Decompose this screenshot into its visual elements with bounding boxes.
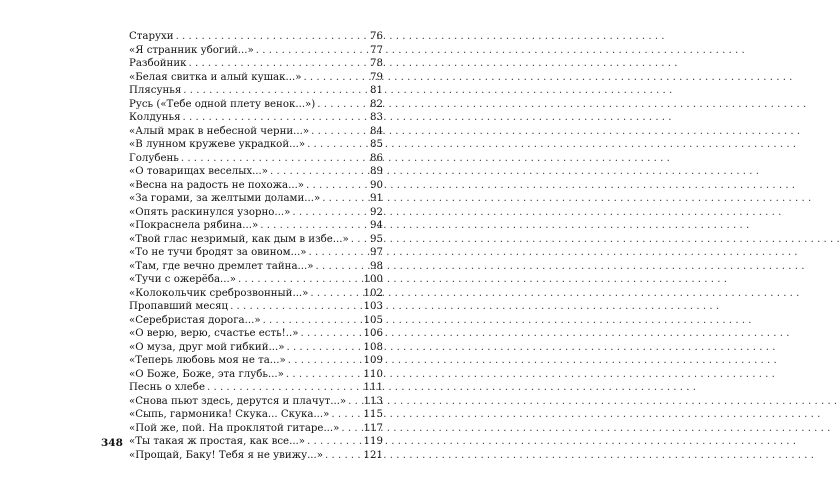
toc-entry-title: «О муза, друг мой гибкий...» bbox=[129, 341, 285, 353]
toc-entry bbox=[129, 111, 383, 125]
toc-entry-page: 76 bbox=[370, 31, 383, 42]
toc-entry-page: 119 bbox=[363, 436, 383, 447]
toc-entry-page: 89 bbox=[370, 166, 383, 177]
dot-leader bbox=[286, 341, 361, 355]
toc-entry bbox=[129, 152, 383, 166]
toc-entry-title: Старухи bbox=[129, 31, 174, 42]
toc-entry-page: 81 bbox=[370, 85, 383, 96]
toc-entry-title: «Теперь любовь моя не та...» bbox=[129, 355, 286, 366]
dot-leader bbox=[230, 300, 361, 314]
toc-entry bbox=[129, 57, 383, 71]
toc-entry-title: «Покраснела рябина...» bbox=[129, 220, 259, 231]
toc-entry bbox=[129, 287, 383, 301]
toc-entry-title: «О товарищах веселых...» bbox=[129, 166, 269, 177]
dot-leader bbox=[270, 165, 365, 179]
toc-entry-title: «Алый мрак в небесной черни...» bbox=[129, 125, 310, 137]
toc-entry-page: 95 bbox=[370, 233, 383, 245]
dot-leader bbox=[300, 327, 361, 341]
dot-leader bbox=[311, 125, 365, 139]
toc-entry-page: 86 bbox=[370, 152, 383, 164]
toc-entry bbox=[129, 44, 383, 58]
toc-entry-page: 97 bbox=[370, 247, 383, 258]
toc-entry-title: Голубень bbox=[129, 152, 179, 164]
toc-entry bbox=[129, 395, 383, 409]
toc-entry bbox=[129, 422, 383, 436]
toc-entry-page: 78 bbox=[370, 58, 383, 69]
toc-entry-page: 106 bbox=[363, 328, 383, 339]
toc-entry-page: 111 bbox=[363, 382, 383, 393]
toc-entry-title: «Колокольчик среброзвонный...» bbox=[129, 287, 309, 299]
toc-entry-title: «Сыпь, гармоника! Скука... Скука...» bbox=[129, 409, 330, 420]
toc-entry-page: 77 bbox=[370, 44, 383, 56]
dot-leader bbox=[238, 273, 362, 287]
toc-entry-title: «Опять раскинулся узорно...» bbox=[129, 206, 291, 218]
toc-entry bbox=[129, 273, 383, 287]
toc-entry bbox=[129, 179, 383, 193]
toc-entry bbox=[129, 300, 383, 314]
toc-entry-page: 115 bbox=[363, 409, 383, 420]
toc-entry-title: «Я странник убогий...» bbox=[129, 44, 254, 56]
dot-leader bbox=[309, 246, 365, 260]
toc-entry-title: Разбойник bbox=[129, 58, 187, 69]
toc-entry-title: «В лунном кружеве украдкой...» bbox=[129, 139, 306, 150]
toc-entry bbox=[129, 98, 383, 112]
toc-entry-page: 102 bbox=[363, 287, 383, 299]
toc-entry-page: 105 bbox=[363, 314, 383, 326]
toc-entry-page: 103 bbox=[363, 301, 383, 312]
toc-entry-page: 82 bbox=[370, 98, 383, 110]
dot-leader bbox=[286, 368, 362, 382]
toc-entry-title: «Серебристая дорога...» bbox=[129, 314, 261, 326]
toc-entry-page: 108 bbox=[363, 341, 383, 353]
dot-leader bbox=[325, 449, 362, 463]
toc-entry bbox=[129, 219, 383, 233]
toc-entry bbox=[129, 314, 383, 328]
toc-entry-page: 113 bbox=[363, 395, 383, 407]
toc-entry bbox=[129, 327, 383, 341]
dot-leader bbox=[307, 435, 362, 449]
toc-entry-title: Русь («Тебе одной плету венок...») bbox=[129, 98, 316, 110]
toc-entry bbox=[129, 449, 383, 463]
toc-entry-page: 100 bbox=[363, 274, 383, 285]
toc-entry-title: «Там, где вечно дремлет тайна...» bbox=[129, 260, 314, 272]
toc-entry-title: «За горами, за желтыми долами...» bbox=[129, 193, 321, 204]
toc-entry-title: «О верю, верю, счастье есть!..» bbox=[129, 328, 299, 339]
toc-entry-page: 79 bbox=[370, 71, 383, 83]
toc-entry bbox=[129, 435, 383, 449]
dot-leader bbox=[292, 206, 365, 220]
toc-entry-page: 110 bbox=[363, 368, 383, 380]
toc-entry bbox=[129, 192, 383, 206]
dot-leader bbox=[307, 138, 365, 152]
table-of-contents bbox=[129, 30, 383, 462]
toc-entry-page: 117 bbox=[363, 422, 383, 434]
toc-entry-page: 121 bbox=[363, 449, 383, 461]
toc-entry-title: «О Боже, Боже, эта глубь...» bbox=[129, 368, 284, 380]
toc-entry-page: 85 bbox=[370, 139, 383, 150]
dot-leader bbox=[303, 71, 365, 85]
toc-entry bbox=[129, 381, 383, 395]
toc-entry bbox=[129, 260, 383, 274]
dot-leader bbox=[351, 233, 365, 247]
toc-entry-page: 98 bbox=[370, 260, 383, 272]
dot-leader bbox=[310, 287, 361, 301]
toc-entry-page: 84 bbox=[370, 125, 383, 137]
dot-leader bbox=[341, 422, 361, 436]
dot-leader bbox=[183, 111, 365, 125]
toc-entry bbox=[129, 125, 383, 139]
dot-leader bbox=[260, 219, 365, 233]
toc-entry-title: Песнь о хлебе bbox=[129, 382, 205, 393]
dot-leader bbox=[306, 179, 365, 193]
toc-entry bbox=[129, 354, 383, 368]
dot-leader bbox=[331, 408, 361, 422]
toc-entry bbox=[129, 233, 383, 247]
toc-entry-title: «Весна на радость не похожа...» bbox=[129, 179, 305, 191]
toc-entry-page: 90 bbox=[370, 179, 383, 191]
dot-leader bbox=[256, 44, 365, 58]
toc-entry-page: 91 bbox=[370, 193, 383, 204]
dot-leader bbox=[207, 381, 362, 395]
toc-entry bbox=[129, 246, 383, 260]
toc-entry-title: «Снова пьют здесь, дерутся и плачут...» bbox=[129, 395, 347, 407]
toc-entry-title: «Тучи с ожерёба...» bbox=[129, 274, 236, 285]
toc-entry bbox=[129, 165, 383, 179]
toc-entry bbox=[129, 368, 383, 382]
dot-leader bbox=[317, 98, 365, 112]
toc-entry-title: Колдунья bbox=[129, 112, 181, 123]
toc-entry-title: «Пой же, пой. На проклятой гитаре...» bbox=[129, 422, 340, 434]
toc-entry-title: «Ты такая ж простая, как все...» bbox=[129, 436, 306, 447]
dot-leader bbox=[181, 152, 365, 166]
page-number: 348 bbox=[101, 437, 123, 449]
toc-entry-title: Плясунья bbox=[129, 85, 182, 96]
dot-leader bbox=[315, 260, 365, 274]
dot-leader bbox=[189, 57, 366, 71]
dot-leader bbox=[263, 314, 362, 328]
toc-entry-title: Пропавший месяц bbox=[129, 301, 229, 312]
toc-entry-title: «Прощай, Баку! Тебя я не увижу...» bbox=[129, 449, 324, 461]
dot-leader bbox=[288, 354, 362, 368]
dot-leader bbox=[322, 192, 365, 206]
toc-entry bbox=[129, 206, 383, 220]
toc-entry-page: 92 bbox=[370, 206, 383, 218]
toc-entry-page: 94 bbox=[370, 220, 383, 231]
toc-entry-page: 83 bbox=[370, 112, 383, 123]
toc-entry-page: 109 bbox=[363, 355, 383, 366]
toc-entry bbox=[129, 408, 383, 422]
toc-entry bbox=[129, 71, 383, 85]
toc-entry bbox=[129, 30, 383, 44]
toc-entry-title: «Белая свитка и алый кушак...» bbox=[129, 71, 302, 83]
dot-leader bbox=[348, 395, 361, 409]
dot-leader bbox=[183, 84, 365, 98]
toc-entry-title: «Твой глас незримый, как дым в избе...» bbox=[129, 233, 349, 245]
dot-leader bbox=[176, 30, 365, 44]
toc-entry-title: «То не тучи бродят за овином...» bbox=[129, 247, 307, 258]
toc-entry bbox=[129, 138, 383, 152]
toc-entry bbox=[129, 341, 383, 355]
toc-entry bbox=[129, 84, 383, 98]
